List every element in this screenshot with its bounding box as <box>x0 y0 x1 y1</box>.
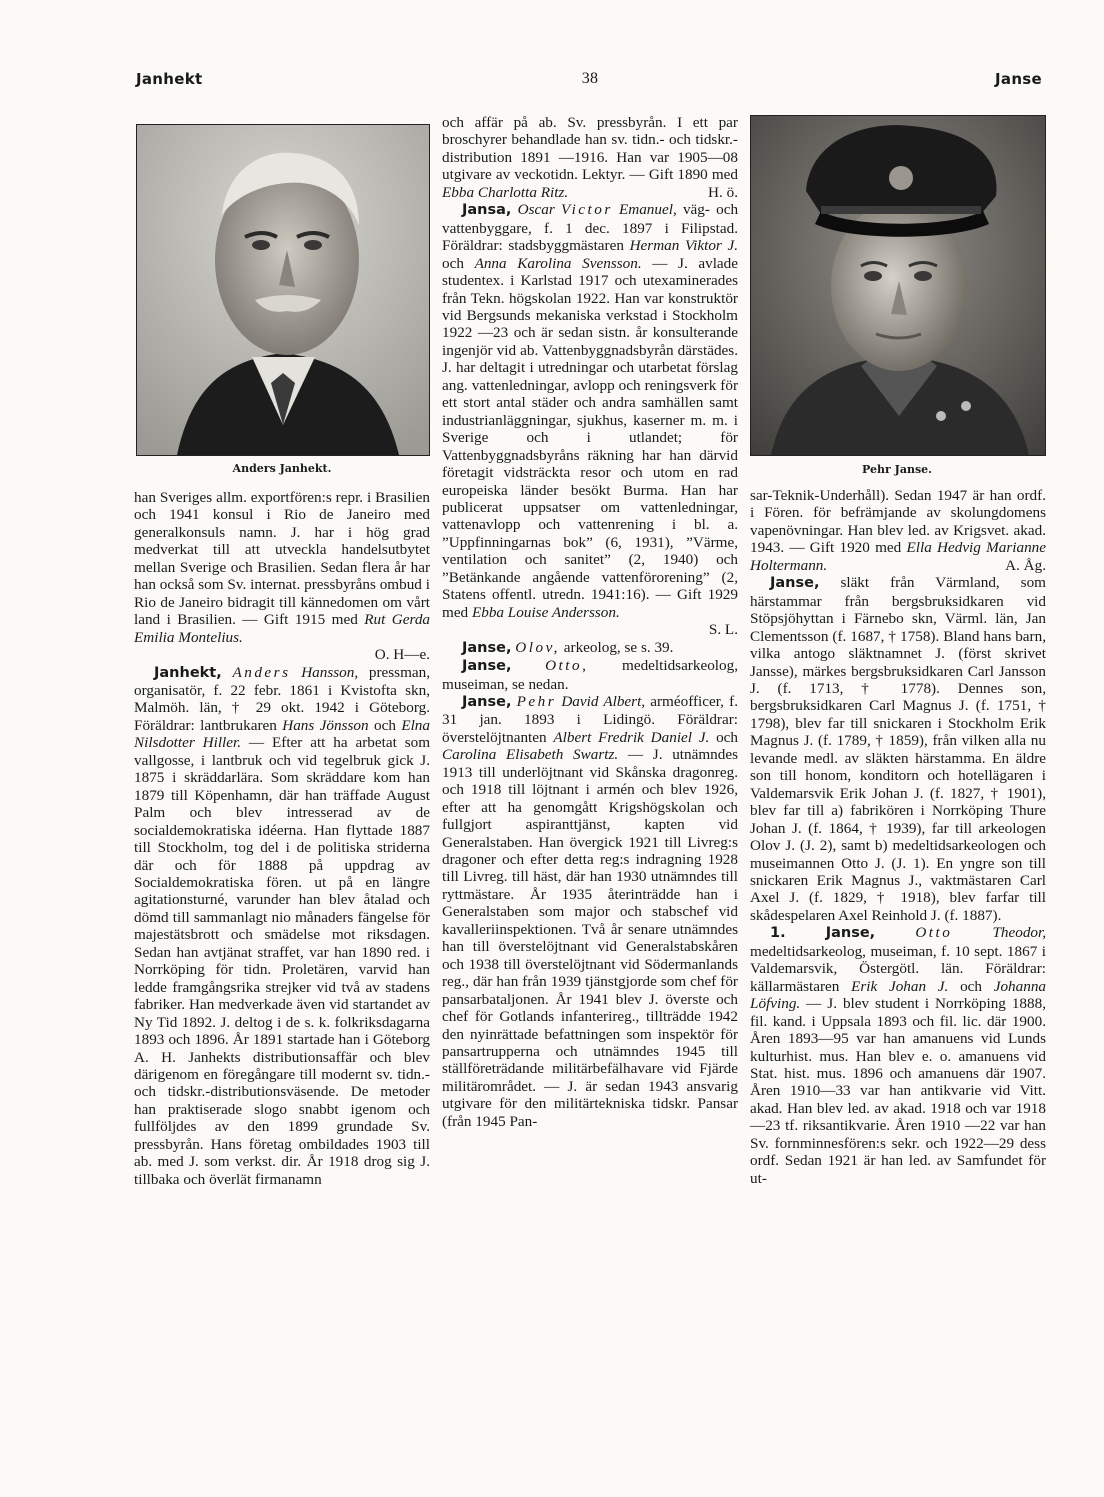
portrait-pehr-janse <box>750 115 1046 456</box>
author-signature: A. Åg. <box>1005 556 1046 574</box>
entry-janse-pehr <box>442 693 738 1130</box>
parent-name: Anna Karolina Svensson. <box>474 254 642 272</box>
other-names: David Albert, <box>561 692 646 710</box>
author-signature: S. L. <box>708 621 738 639</box>
given-name: Olov, <box>515 638 560 656</box>
spouse-name: Ella Hedvig Marianne Holtermann. <box>750 539 1046 574</box>
paragraph-continuation <box>442 114 738 201</box>
parent-name: Erik Johan J. <box>851 977 949 995</box>
text-run: släkt från Värmland, som härstammar från bergsbruksidkaren vid Stöpsjöhyttan i Färnebo skn, Värml. län, Jan Clementsson (f. 1687, † 1758). Bland hans barn, vilka antogo släktnamnet J. (först skrivet Jansse), märkes bergsbruksidkaren Carl Jansson J. (f. 1713, † 1778). Dennes son, bergsbruksidkaren Carl Magnus J. (f. 1751, † 1798), blev far till snickaren i Stockholm Erik Magnus J. (f. 1789, † 1859), från vilken alla nu levande medl. av släkten härstamma. En äldre son till honom, konditorn och hotellägaren i Valdemarsvik Erik Johan J. (f. 1827, † 1901), blev far till a) fabrikören i Norrköping Thure Johan J. (f. 1864, † 1939), far till arkeologen Olov J. (J. 2), samt b) medeltidsarkeologen och museimannen Otto J. (J. 1). En yngre son till snickaren Erik Magnus J., vaktmästaren Carl Axel J. (f. 1829, † 1918), blev farfar till skådespelaren Axel Reinhold J. (f. 1887). <box>750 574 1046 924</box>
text-run: arméofficer, f. 31 jan. 1893 i Lidingö. Föräldrar: överstelöjtnanten <box>442 692 738 746</box>
text-run: och <box>374 716 396 734</box>
paragraph-continuation <box>750 487 1046 574</box>
text-column-3 <box>750 487 1046 1187</box>
other-names: Oscar <box>517 201 555 219</box>
parent-name: Herman Viktor J. <box>629 237 738 255</box>
author-signature: O. H—e. <box>374 646 430 664</box>
entry-janse-family <box>750 574 1046 924</box>
entry-headword: Janse, <box>770 575 820 592</box>
given-name: Otto <box>915 924 953 942</box>
entry-number: 1. <box>770 925 786 942</box>
entry-headword: Janhekt, <box>154 664 222 681</box>
entry-janse-otto-ref <box>442 657 738 693</box>
parent-name: Johanna Löfving. <box>750 977 1047 1013</box>
running-head-right: Janse <box>995 70 1042 88</box>
text-run: och <box>716 728 739 746</box>
given-name: Victor <box>560 201 613 219</box>
given-name: Pehr <box>516 692 557 710</box>
entry-headword: Janse, <box>825 925 876 942</box>
text-run: pressman, organisatör, f. 22 febr. 1861 i Kvistofta skn, Malmöh. län, † 29 okt. 1942 i Göteborg. Föräldrar: lantbrukaren <box>134 663 431 734</box>
other-names: Hansson, <box>301 663 359 681</box>
entry-headword: Janse, <box>462 693 512 710</box>
given-name: Otto, <box>545 657 589 675</box>
text-run: och <box>960 977 982 995</box>
text-run: medeltidsarkeolog, museiman, f. 10 sept. 1867 i Valdemarsvik, Östergötl. län. Föräldrar: källarmästaren <box>750 942 1046 995</box>
text-run: — J. utnämndes 1913 till underlöjtnant vid Skånska dragonreg. och 1918 till löjtnant i armén och blev 1926, efter att ha genomgått Krigshögskolan och fullgjort aspiranttjänst, kapten vid Generalstaben. Han övergick 1921 till Livreg:s dragoner och efter detta reg:s indragning 1928 till Livreg. till häst, där han 1930 utnämndes till ryttmästare. År 1935 återinträdde han i Generalstaben som major och stabschef vid kavalleriinspektionen. Två år senare utnämndes han till överstelöjtnant vid Generalstabskåren och 1938 till överstelöjtnant vid Södermanlands reg., där han från 1939 tjänstgjorde som chef för pansarbataljonen. År 1941 blev J. överste och chef för Gotlands infanterireg., tillträdde 1942 den nyinrättade befattningen som inspektör för pansartrupperna och utnämndes 1945 till ställföreträdande militärbefälhavare vid Fjärde militärområdet. — J. är sedan 1943 ansvarig utgivare för den militärtekniska tidskr. Pansar (från 1945 Pan- <box>442 746 738 1130</box>
text-run: medeltidsarkeolog, museiman, se nedan. <box>442 657 738 693</box>
spouse-name: Ebba Louise Andersson. <box>471 603 620 621</box>
entry-headword: Janse, <box>462 658 512 675</box>
author-signature: H. ö. <box>708 183 738 201</box>
text-column-1 <box>134 489 430 1188</box>
text-run: — Efter att ha arbetat som vallgosse, i lantbruk och vid tegelbruk gick J. 1875 i skräddarlära. Som skräddare kom han 1879 till Köpenhamn, där han träffade August Palm och blev intresserad av de socialdemokratiska idéerna. Han flyttade 1887 till Stockholm, tog del i de politiska striderna där och för 1888 på uppdrag av Socialdemokratiska fören. ut på en längre agitationsturné, varunder han blev åtalad och dömd till sammanlagt nio månaders fängelse för majestätsbrott och smädelse mot riksdagen. Sedan han avtjänat straffet, var han 1890 red. i Norrköping för tidn. Proletären, varvid han ledde framgångsrika strejker vid två av stadens fabriker. Han medverkade även vid startandet av Ny Tid 1892. J. deltog i de s. k. folkriksdagarna 1893 och 1896. År 1891 startade han i Göteborg A. H. Janhekts distributionsaffär och blev därigenom en föregångare till modernt sv. tidn.- och tidskr.-distributionsväsende. De metoder han praktiserade slogo snabbt igenom och fullföljdes av den 1899 grundade Sv. pressbyrån. Hans företag ombildades 1903 till ab. med J. som verkst. dir. År 1918 drog sig J. tillbaka och överlät firmanamn <box>134 734 431 1188</box>
entry-janse-otto <box>750 924 1046 1187</box>
text-run: sar-Teknik-Underhåll). Sedan 1947 är han ordf. i Fören. för befrämjande av skolungdomens vapenövningar. Han blev led. av Krigsvet. akad. 1943. — Gift 1920 med <box>750 487 1046 557</box>
entry-janhekt-anders <box>134 664 430 1189</box>
paragraph-continuation <box>134 489 430 646</box>
spouse-name: Ebba Charlotta Ritz. <box>442 183 569 201</box>
parent-name: Carolina Elisabeth Swartz. <box>442 746 619 764</box>
page-number: 38 <box>581 70 599 87</box>
text-run: han Sveriges allm. exportfören:s repr. i Brasilien och 1941 konsul i Rio de Janeiro med generalkonsuls namn. J. har i hög grad medverkat till att utveckla handelsutbytet mellan Sverige och Brasilien. Sedan flera år har han också som Sv. internat. pressbyråns ombud i Rio de Janeiro bidragit till kännedomen om vårt land i Brasilien. — Gift 1915 med <box>134 489 430 629</box>
text-run: och affär på ab. Sv. pressbyrån. I ett par broschyrer behandlade han sv. tidn.- och tidskr.-distribution 1891 —1916. Han var 1905—08 utgivare av veckotidn. Lektyr. — Gift 1890 med <box>442 114 738 184</box>
other-names: Theodor, <box>992 924 1047 942</box>
running-head-left: Janhekt <box>136 70 203 88</box>
portrait-anders-janhekt <box>136 124 430 456</box>
entry-headword: Jansa, <box>462 202 512 219</box>
spouse-name: Rut Gerda Emilia Montelius. <box>134 611 431 646</box>
given-name: Anders <box>232 663 291 681</box>
parent-name: Hans Jönsson <box>282 716 369 734</box>
text-run: och <box>442 254 464 272</box>
text-column-2 <box>442 114 738 1130</box>
other-names: Emanuel, <box>618 201 677 219</box>
caption-anders-janhekt: Anders Janhekt. <box>232 462 332 475</box>
text-run: väg- och vattenbyggare, f. 1 dec. 1897 i Filipstad. Föräldrar: stadsbyggmästaren <box>442 201 739 255</box>
text-run: — J. avlade studentex. i Karlstad 1917 och utexaminerades från Tekn. högskolan 1922. Han var konstruktör vid Bergsunds mekaniska verkstad i Stockholm 1922 —23 och är sedan sistn. år konsulterande ingenjör vid ab. Vattenbyggnadsbyrån därstädes. J. har deltagit i utredningar och utarbetat förslag ang. vattenledningar, avlopp och reningsverk för ett stort antal städer och andra samhällen samt industrianläggningar, sjukhus, kaserner m. m. i Sverige och i utlandet; för Vattenbyggnadsbyråns räkning har han därvid företagit vidsträckta resor och utom en rad europeiska länder besökt Burma. Han har publicerat uppsatser om vattenledningar, vattenavlopp och vattenrening i bl. a. ”Uppfinningarnas bok” (6, 1931), ”Värme, ventilation och sanitet” (2, 1940) och ”Betänkande angående vattenförorening” (2, Statens offentl. utredn. 1941:16). — Gift 1929 med <box>442 254 739 621</box>
entry-headword: Janse, <box>462 639 512 656</box>
text-run: arkeolog, se s. 39. <box>563 638 674 656</box>
caption-pehr-janse: Pehr Janse. <box>862 463 932 476</box>
parent-name: Albert Fredrik Daniel J. <box>553 728 710 746</box>
entry-jansa-oscar <box>442 201 738 621</box>
text-run: — J. blev student i Norrköping 1888, fil. kand. i Uppsala 1893 och fil. lic. där 1900. Åren 1893—95 var han amanuens vid Lunds kulturhist. mus. Han blev e. o. amanuens vid Stat. hist. mus. 1896 och amanuens där 1907. Åren 1910—33 var han antikvarie vid Vitt. akad. Han blev led. av akad. 1918 och var 1918—23 tf. riksantikvarie. Åren 1910 —22 var han Sv. fornminnesfören:s sekr. och 1922—29 dess ordf. Sedan 1921 är han led. av Samfundet för ut- <box>750 995 1047 1187</box>
entry-janse-olov <box>442 639 738 657</box>
parent-name: Elna Nilsdotter Hiller. <box>134 716 430 752</box>
